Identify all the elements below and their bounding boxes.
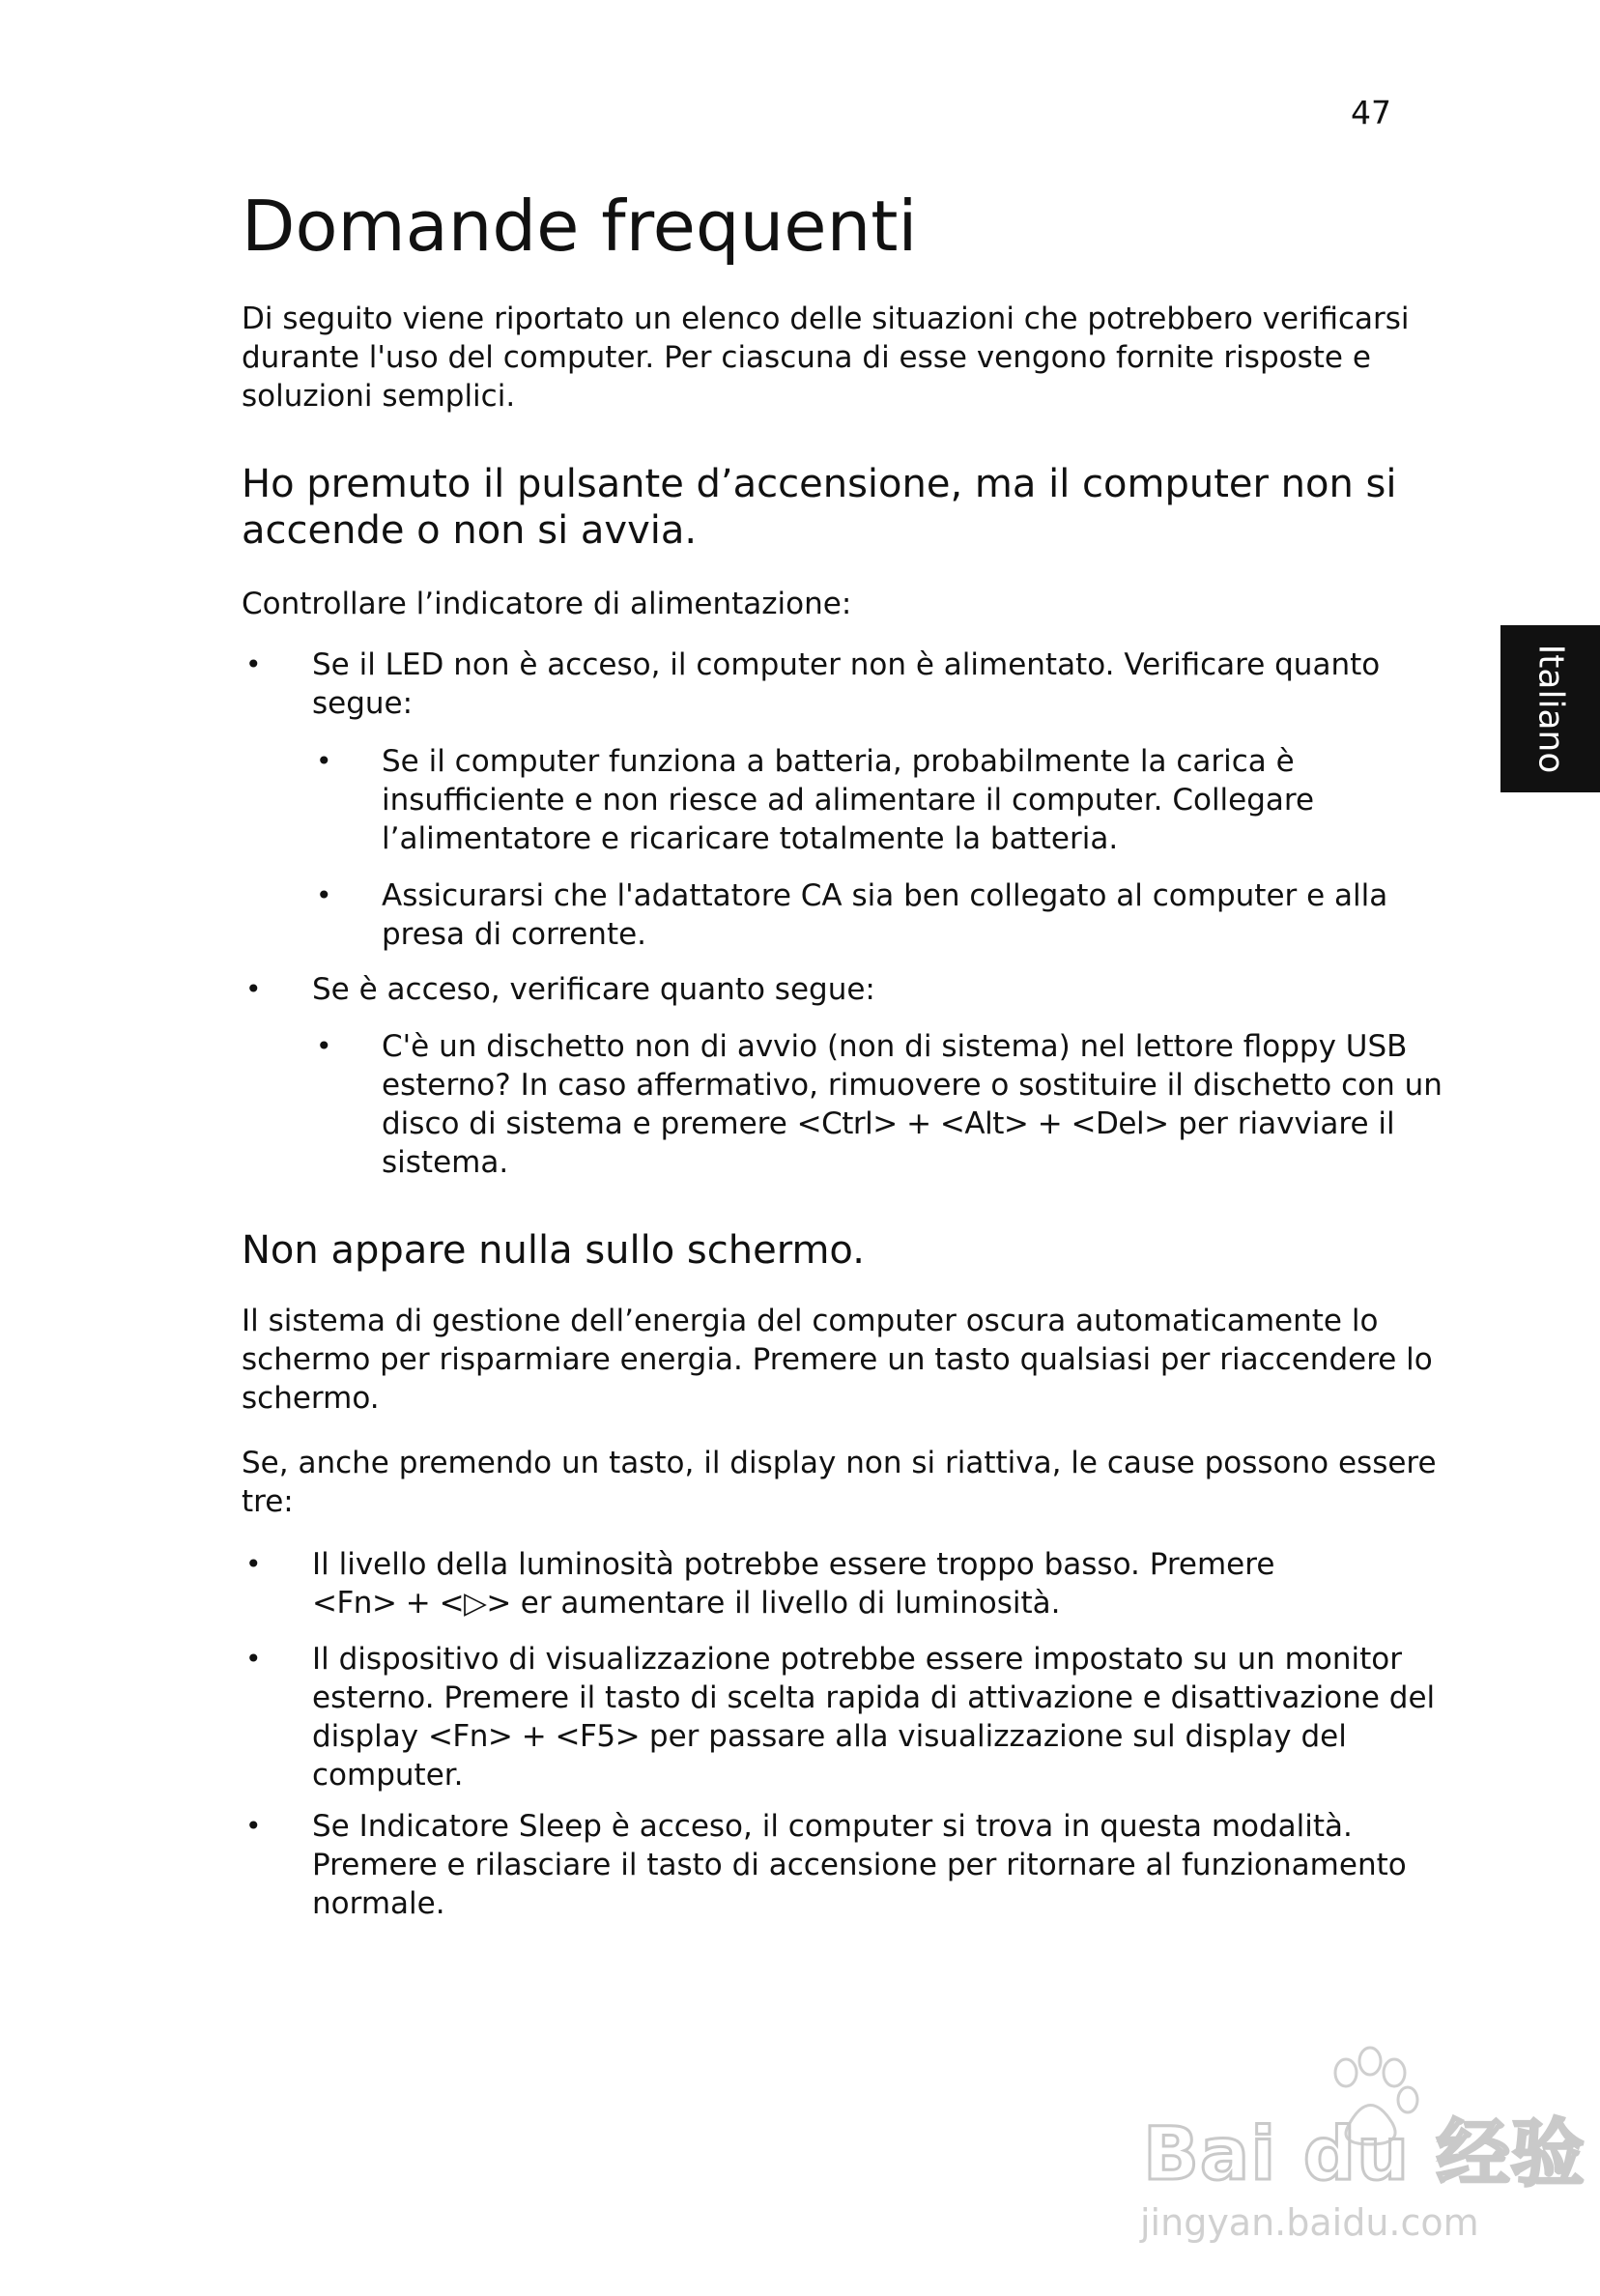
list-item-text: Se il computer funziona a batteria, probabilmente la carica è — [382, 744, 1295, 779]
paragraph-line: tre: — [242, 1484, 294, 1519]
watermark-brand: Bai du 经验 — [1143, 2110, 1586, 2196]
keyboard-shortcut: <Fn> + <F5> — [427, 1719, 641, 1754]
list-item-text: Se è acceso, verificare quanto segue: — [312, 972, 875, 1007]
intro-paragraph — [242, 300, 1410, 416]
text-run: per passare alla visualizzazione sul display del — [640, 1719, 1347, 1754]
section1-heading-line: accende o non si avvia. — [242, 508, 698, 553]
list-item-text: esterno. Premere il tasto di scelta rapida di attivazione e disattivazione del — [312, 1680, 1436, 1715]
list-item-text: computer. — [312, 1758, 464, 1793]
keyboard-shortcut: <Ctrl> + <Alt> + <Del> — [796, 1106, 1169, 1141]
page-title: Domande frequenti — [242, 186, 918, 267]
list-item-text: presa di corrente. — [382, 917, 647, 952]
bullet-dot: • — [245, 648, 262, 680]
list-item-text: esterno? In caso affermativo, rimuovere o sostituire il dischetto con un — [382, 1068, 1443, 1103]
section1-heading — [242, 461, 1397, 554]
intro-line: soluzioni semplici. — [242, 379, 516, 414]
list-item-text: Assicurarsi che l'adattatore CA sia ben collegato al computer e alla — [382, 878, 1388, 913]
list-item-text: Se il LED non è acceso, il computer non è alimentato. Verificare quanto — [312, 647, 1381, 682]
bullet-dot: • — [316, 1030, 332, 1062]
section1-heading-line: Ho premuto il pulsante d’accensione, ma il computer non si — [242, 462, 1397, 506]
bullet-dot: • — [245, 1548, 262, 1580]
paragraph-line: schermo. — [242, 1381, 380, 1416]
list-item-text: Premere e rilasciare il tasto di accensione per ritornare al funzionamento — [312, 1848, 1407, 1882]
list-item-text: l’alimentatore e ricaricare totalmente la batteria. — [382, 821, 1119, 856]
list-item-text: Il livello della luminosità potrebbe essere troppo basso. Premere — [312, 1547, 1275, 1582]
list-item-text: C'è un dischetto non di avvio (non di sistema) nel lettore floppy USB — [382, 1029, 1408, 1064]
section2-heading: Non appare nulla sullo schermo. — [242, 1228, 865, 1273]
list-item-text: insufficiente e non riesce ad alimentare il computer. Collegare — [382, 783, 1315, 818]
list-item-text: Se Indicatore Sleep è acceso, il computer si trova in questa modalità. — [312, 1809, 1353, 1844]
keyboard-shortcut: <Fn> + <▷> — [312, 1586, 511, 1621]
section1-lead: Controllare l’indicatore di alimentazione: — [242, 587, 852, 621]
bullet-dot: • — [245, 973, 262, 1005]
intro-line: durante l'uso del computer. Per ciascuna di esse vengono fornite risposte e — [242, 340, 1371, 375]
list-item-text: segue: — [312, 686, 414, 721]
paragraph-line: schermo per risparmiare energia. Premere un tasto qualsiasi per riaccendere lo — [242, 1342, 1433, 1377]
list-item-text: normale. — [312, 1886, 445, 1921]
language-side-tab — [1500, 625, 1600, 792]
text-run: per riavviare il — [1168, 1106, 1395, 1141]
list-item-text: sistema. — [382, 1145, 509, 1180]
bullet-dot: • — [245, 1643, 262, 1675]
watermark-url: jingyan.baidu.com — [1140, 2201, 1479, 2244]
baidu-watermark-logo — [1135, 2044, 1586, 2247]
section2-paragraph — [242, 1302, 1433, 1418]
bullet-dot: • — [245, 1810, 262, 1842]
text-run: display — [312, 1719, 428, 1754]
page-number: 47 — [1351, 94, 1391, 131]
bullet-dot: • — [316, 879, 332, 911]
list-item-text: Il dispositivo di visualizzazione potrebbe essere impostato su un monitor — [312, 1642, 1402, 1677]
list-item-text — [382, 1105, 1444, 1143]
paragraph-line: Se, anche premendo un tasto, il display non si riattiva, le cause possono essere — [242, 1446, 1437, 1480]
text-run: er aumentare il livello di luminosità. — [510, 1586, 1061, 1621]
intro-line: Di seguito viene riportato un elenco delle situazioni che potrebbero verificarsi — [242, 301, 1410, 336]
language-side-tab-label: Italiano — [1530, 644, 1571, 774]
list-item-text — [312, 1584, 1471, 1622]
bullet-dot: • — [316, 745, 332, 777]
list-item-text — [312, 1717, 1471, 1756]
paragraph-line: Il sistema di gestione dell’energia del computer oscura automaticamente lo — [242, 1304, 1379, 1338]
text-run: disco di sistema e premere — [382, 1106, 797, 1141]
section2-paragraph — [242, 1444, 1437, 1521]
